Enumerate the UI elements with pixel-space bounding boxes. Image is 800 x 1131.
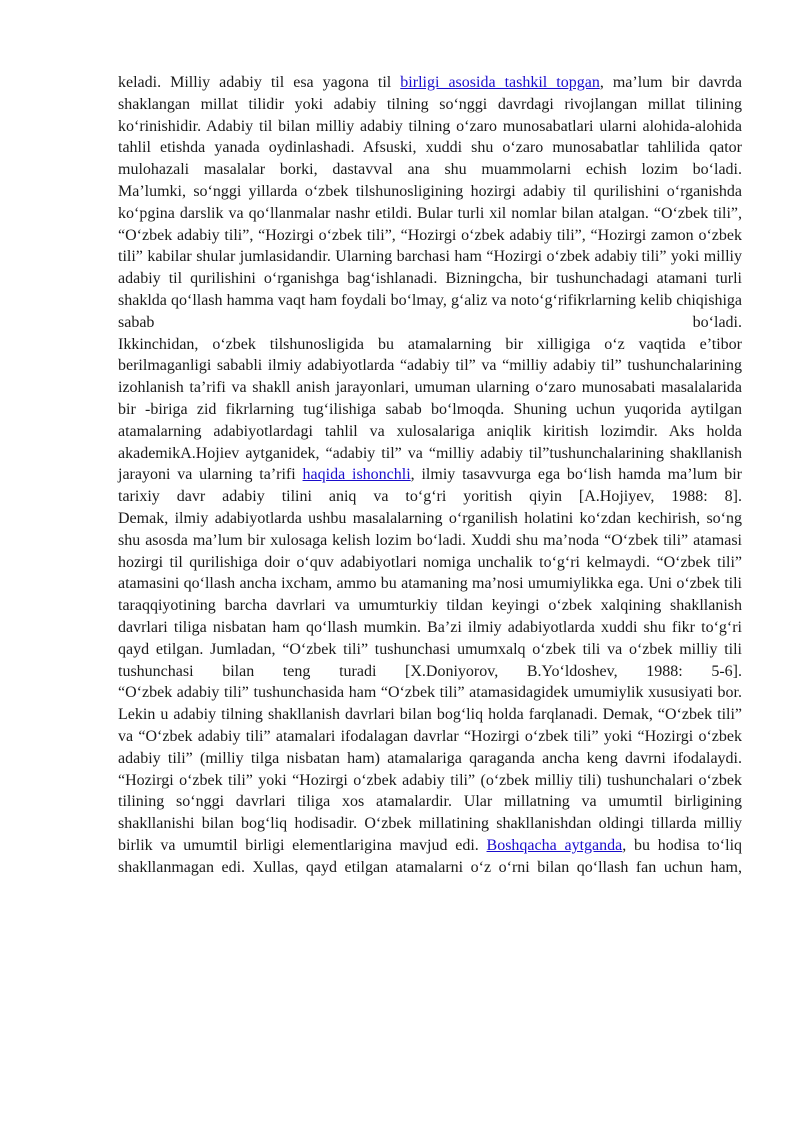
text-segment: , ilmiy tasavvurga ega bo‘lish hamda ma’lum bir tarixiy davr adabiy tilini aniq va to‘g‘ri yoritish qiyin [A.Hojiyev, 1988: 8]. (118, 466, 743, 506)
paragraph-p4 (118, 508, 742, 682)
text-segment: keladi. Milliy adabiy til esa yagona til (118, 74, 401, 91)
paragraph-p1 (118, 72, 742, 181)
text-segment: Ma’lumki, so‘nggi yillarda o‘zbek tilshunosligining hozirgi adabiy til qurilishini o‘rganishda ko‘pgina darslik va qo‘llanmalar nashr etildi. Bular turli xil nomlar bilan atalgan. “O‘zbek tili”, “O‘zbek adabiy tili”, “Hozirgi o‘zbek tili”, “Hozirgi o‘zbek adabiy tili”, “Hozirgi zamon o‘zbek tili” kabilar shular jumlasidandir. Ularning barchasi ham “Hozirgi o‘zbek adabiy tili” yoki milliy adabiy til qurilishini o‘rganishga bag‘ishlanadi. Bizningcha, bir tushunchadagi atamani turli shaklda qo‘llash hamma vaqt ham foydali bo‘lmay, g‘aliz va noto‘g‘rifikrlarning kelib chiqishiga sabab bo‘ladi. (118, 182, 742, 331)
text-segment: Ikkinchidan, o‘zbek tilshunosligida bu atamalarning bir xilligiga o‘z vaqtida e’tibor berilmaganligi sababli ilmiy adabiyotlarda “adabiy til” va “milliy adabiy til” tushunchalarining izohlanish ta’rifi va shakll anish jarayonlari, umuman ularning o‘zaro munosabati masalalarida bir -biriga zid fikrlarning tug‘ilishiga sabab bo‘lmoqda. Shuning uchun yuqorida aytilgan atamalarning adabiyotlardagi tahlil va xulosalariga aniqlik kiritish lozimdir. Aks holda akademikA.Hojiev aytganidek, “adabiy til” va “milliy adabiy til”tushunchalarining shakllanish jarayoni va ularning ta’rifi (118, 335, 742, 484)
text-segment: “Hozirgi o‘zbek tili” yoki “Hozirgi o‘zbek adabiy tili” (o‘zbek milliy tili) tushunchalari o‘zbek tilining so‘nggi davrlari tiliga xos atamalardir. Ular millatning va umumtil birligining shakllanishi bilan bog‘liq hodisadir. O‘zbek millatining shakllanishdan oldingi tillarda milliy birlik va umumtil birligi elementlarigina mavjud edi. (118, 771, 742, 854)
paragraph-p2 (118, 181, 742, 334)
text-segment: Demak, ilmiy adabiyotlarda ushbu masalalarning o‘rganilish holatini ko‘zdan kechirish, so‘ng shu asosda ma’lum bir xulosaga kelish lozim bo‘ladi. Xuddi shu ma’noda “O‘zbek tili” atamasi hozirgi til qurilishiga doir o‘quv adabiyotlari nomiga unchalik to‘g‘ri kelmaydi. “O‘zbek tili” atamasini qo‘llash ancha ixcham, ammo bu atamaning ma’nosi umumiylikka ega. Uni o‘zbek tili taraqqiyotining barcha davrlari va umumturkiy tildan keyingi o‘zbek xalqining shakllanish davrlari tiliga nisbatan ham qo‘llash mumkin. Ba’zi ilmiy adabiyotlarda xuddi shu fikr to‘g‘ri qayd etilgan. Jumladan, “O‘zbek tili” tushunchasi umumxalq o‘zbek tili va o‘zbek milliy tili tushunchasi bilan teng turadi [X.Doniyorov, B.Yo‘ldoshev, 1988: 5-6]. (118, 509, 742, 680)
text-segment: “O‘zbek adabiy tili” tushunchasida ham “O‘zbek tili” atamasidagidek umumiylik xususiyati bor. Lekin u adabiy tilning shakllanish davrlari bilan bog‘liq holda farqlanadi. Demak, “O‘zbek tili” va “O‘zbek adabiy tili” atamalari ifodalagan davrlar “Hozirgi o‘zbek tili” yoki “Hozirgi o‘zbek adabiy tili” (milliy tilga nisbatan ham) atamalariga qaraganda ancha keng davrni ifodalaydi. (118, 684, 742, 767)
inline-link-haqida-ishonchli[interactable]: haqida ishonchli (302, 466, 411, 484)
paragraph-p6 (118, 770, 742, 879)
text-segment: , bu hodisa to‘liq shakllanmagan edi. Xullas, qayd etilgan atamalarni o‘z o‘rni bilan qo‘llash fan uchun ham, (118, 836, 743, 876)
text-segment: , ma’lum bir davrda shaklangan millat tilidir yoki adabiy tilning so‘nggi davrdagi rivojlangan millat tilining ko‘rinishidir. Adabiy til bilan milliy adabiy tilning o‘zaro munosabatlari ularni alohida-alohida tahlil etishda yanada oydinlashadi. Afsuski, xuddi shu o‘zaro munosabatlar tahlilida qator mulohazali masalalar borki, dastavval ana shu muammolarni echish lozim bo‘ladi. (118, 74, 742, 179)
inline-link-birligi-asosida[interactable]: birligi asosida tashkil topgan (400, 74, 600, 91)
paragraph-p5 (118, 682, 742, 769)
document-page (118, 72, 742, 878)
paragraph-p3 (118, 334, 742, 508)
inline-link-boshqacha-aytganda[interactable]: Boshqacha aytganda (486, 836, 623, 854)
